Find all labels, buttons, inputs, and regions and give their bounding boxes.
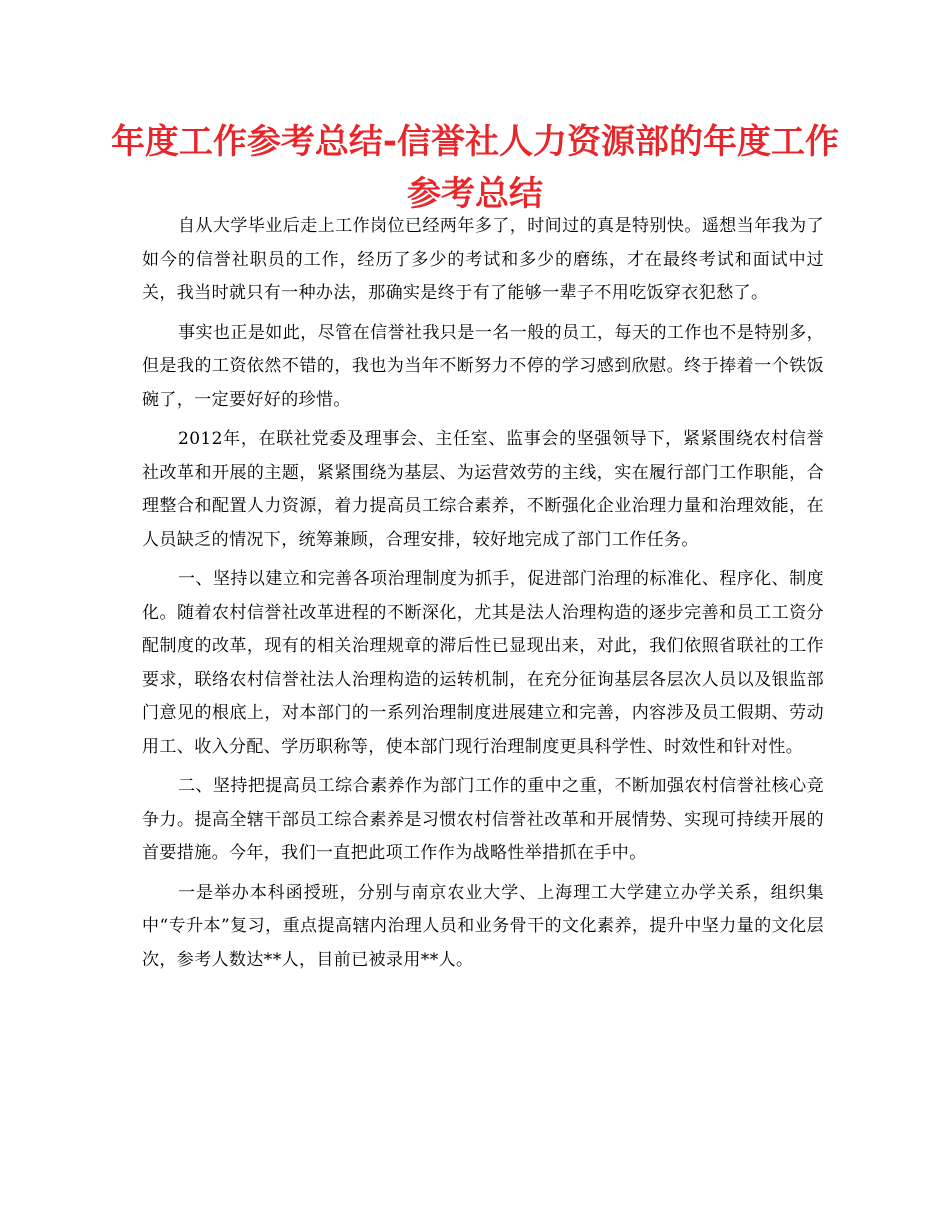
paragraph: 2012年，在联社党委及理事会、主任室、监事会的坚强领导下，紧紧围绕农村信誉社改革和开展的主题，紧紧围绕为基层、为运营效劳的主线，实在履行部门工作职能，合理整合和配置人力资源，着力提高员工综合素养，不断强化企业治理力量和治理效能，在人员缺乏的情况下，统筹兼顾，合理安排，较好地完成了部门工作任务。 [142,429,824,550]
paragraph: 一是举办本科函授班，分别与南京农业大学、上海理工大学建立办学关系，组织集中“专升本”复习，重点提高辖内治理人员和业务骨干的文化素养，提升中坚力量的文化层次，参考人数达**人，目前已被录用**人。 [142,882,824,970]
paragraph: 自从大学毕业后走上工作岗位已经两年多了，时间过的真是特别快。遥想当年我为了如今的信誉社职员的工作，经历了多少的考试和多少的磨练，才在最终考试和面试中过关，我当时就只有一种办法，那确实是终于有了能够一辈子不用吃饭穿衣犯愁了。 [142,216,824,303]
paragraph: 一、坚持以建立和完善各项治理制度为抓手，促进部门治理的标准化、程序化、制度化。随着农村信誉社改革进程的不断深化，尤其是法人治理构造的逐步完善和员工工资分配制度的改革，现有的相关治理规章的滞后性已显现出来，对此，我们依照省联社的工作要求，联络农村信誉社法人治理构造的运转机制，在充分征询基层各层次人员以及银监部门意见的根底上，对本部门的一系列治理制度进展建立和完善，内容涉及员工假期、劳动用工、收入分配、学历职称等，使本部门现行治理制度更具科学性、时效性和针对性。 [142,569,824,757]
document-body [142,210,824,983]
paragraph: 二、坚持把提高员工综合素养作为部门工作的重中之重，不断加强农村信誉社核心竞争力。提高全辖干部员工综合素养是习惯农村信誉社改革和开展情势、实现可持续开展的首要措施。今年，我们一直把此项工作作为战略性举措抓在手中。 [142,776,824,863]
document-title: 年度工作参考总结-信誉社人力资源部的年度工作参考总结 [110,122,840,214]
paragraph: 事实也正是如此，尽管在信誉社我只是一名一般的员工，每天的工作也不是特别多，但是我的工资依然不错的，我也为当年不断努力不停的学习感到欣慰。终于捧着一个铁饭碗了，一定要好好的珍惜。 [142,322,824,410]
